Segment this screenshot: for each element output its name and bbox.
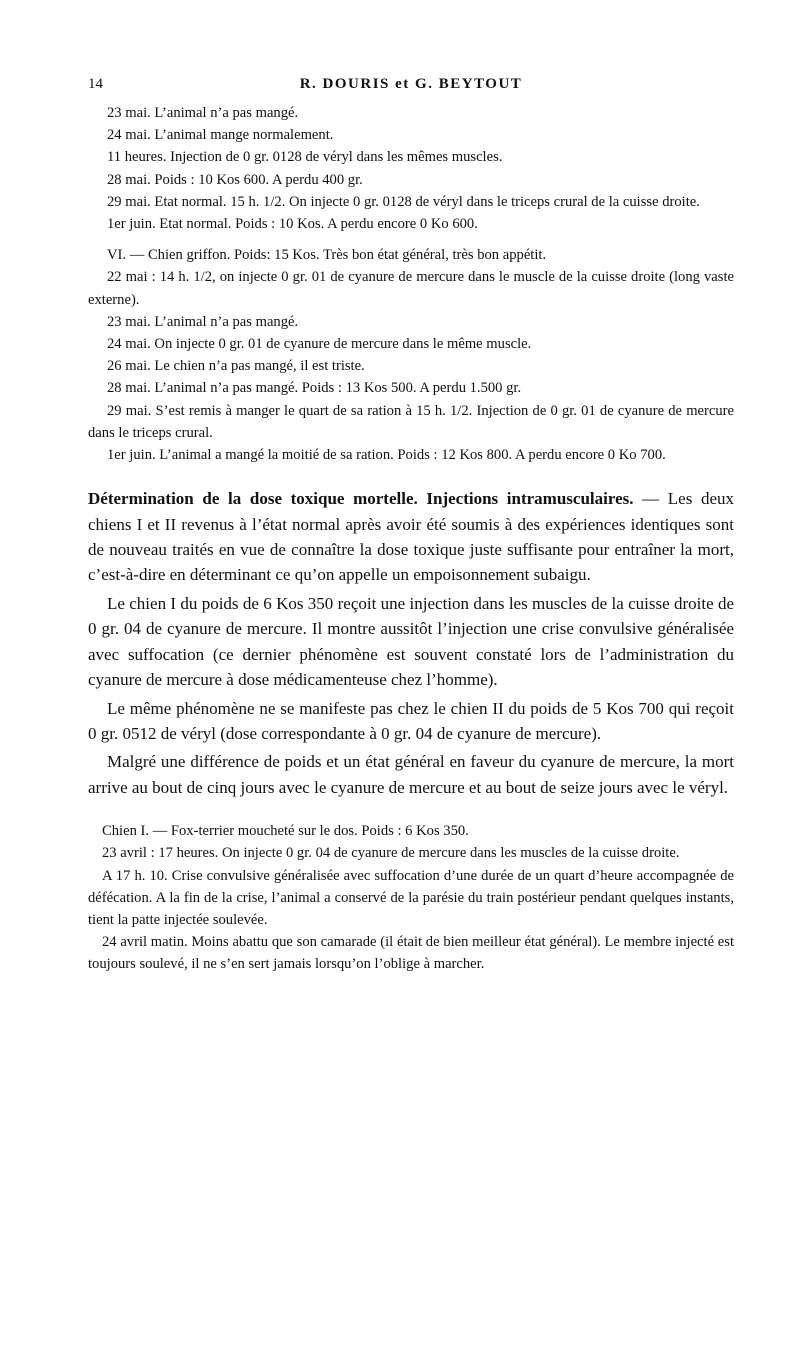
note-line: 23 mai. L’animal n’a pas mangé. xyxy=(107,105,299,121)
section-heading: Détermination de la dose toxique mortelle. Injections intramusculaires. xyxy=(88,489,634,509)
note-line: 24 mai. On injecte 0 gr. 01 de cyanure de mercure dans le même muscle. xyxy=(107,336,532,353)
page-header xyxy=(88,72,734,102)
note-line: 28 mai. Poids : 10 Kos 600. A perdu 400 gr. xyxy=(107,171,363,188)
note-line: 11 heures. Injection de 0 gr. 0128 de véryl dans les mêmes muscles. xyxy=(107,149,503,166)
section-paragraph: Malgré une différence de poids et un état général en faveur du cyanure de mercure, la mort arrive au bout de cinq jours avec le cyanure de mercure et au bout de seize jours avec le véryl. xyxy=(88,752,734,797)
dog-i-title: Chien I. — Fox-terrier moucheté sur le dos. Poids : 6 Kos 350. xyxy=(102,823,469,840)
running-title: R. DOURIS et G. BEYTOUT xyxy=(299,76,523,92)
note-line: 29 mai. Etat normal. 15 h. 1/2. On injecte 0 gr. 0128 de véryl dans le triceps crural de la cuisse droite. xyxy=(107,193,700,210)
note-line: 22 mai : 14 h. 1/2, on injecte 0 gr. 01 de cyanure de mercure dans le muscle de la cuisse droite (long vaste externe). xyxy=(88,269,734,308)
note-line: 26 mai. Le chien n’a pas mangé, il est triste. xyxy=(107,358,365,375)
dog-v-notes xyxy=(88,102,734,235)
section-paragraph-1 xyxy=(88,486,734,588)
section-paragraph: Le chien I du poids de 6 Kos 350 reçoit une injection dans les muscles de la cuisse droite de 0 gr. 04 de cyanure de mercure. Il montre aussitôt l’injection une crise convulsive généralisée avec suffocation (ce dernier phénomène est souvent constaté lors de l’administration du cyanure de mercure à dose médicamenteuse chez l’homme). xyxy=(88,593,734,690)
dog-i-notes xyxy=(88,820,734,975)
note-line: A 17 h. 10. Crise convulsive généralisée avec suffocation d’une durée de un quart d’heure accompagnée de défécation. A la fin de la crise, l’animal a conservé de la parésie du train postérieur pendant quelques instants, tient la patte injectée soulevée. xyxy=(88,867,734,928)
section-paragraph: Le même phénomène ne se manifeste pas chez le chien II du poids de 5 Kos 700 qui reçoit 0 gr. 0512 de véryl (dose correspondante à 0 gr. 04 de cyanure de mercure). xyxy=(88,698,734,743)
paragraph-text: — Les deux chiens I et II revenus à l’état normal après avoir été soumis à des expériences identiques sont de nouveau traités en vue de connaître la dose toxique juste suffisante pour entraîner la mort, c’est-à-dire en déterminant ce qu’on appelle un empoisonnement subaigu. xyxy=(88,489,735,585)
note-line: 1er juin. L’animal a mangé la moitié de sa ration. Poids : 12 Kos 800. A perdu encore 0 Ko 700. xyxy=(107,447,666,464)
document-page xyxy=(88,72,734,976)
note-line: 1er juin. Etat normal. Poids : 10 Kos. A perdu encore 0 Ko 600. xyxy=(107,216,478,233)
note-line: 24 mai. L’animal mange normalement. xyxy=(107,127,334,144)
dog-vi-notes xyxy=(88,244,734,466)
toxic-dose-section xyxy=(88,486,734,800)
page-number: 14 xyxy=(88,76,103,92)
note-line: 24 avril matin. Moins abattu que son camarade (il était de bien meilleur état général). Le membre injecté est toujours soulevé, il ne s’en sert jamais lorsqu’on l’oblige à marcher. xyxy=(88,934,734,973)
note-line: 29 mai. S’est remis à manger le quart de sa ration à 15 h. 1/2. Injection de 0 gr. 01 de cyanure de mercure dans le triceps crural. xyxy=(88,402,734,441)
dog-vi-title: VI. — Chien griffon. Poids: 15 Kos. Très bon état général, très bon appétit. xyxy=(107,247,547,264)
note-line: 23 avril : 17 heures. On injecte 0 gr. 04 de cyanure de mercure dans les muscles de la cuisse droite. xyxy=(102,845,680,862)
note-line: 28 mai. L’animal n’a pas mangé. Poids : 13 Kos 500. A perdu 1.500 gr. xyxy=(107,380,522,397)
note-line: 23 mai. L’animal n’a pas mangé. xyxy=(107,313,299,330)
